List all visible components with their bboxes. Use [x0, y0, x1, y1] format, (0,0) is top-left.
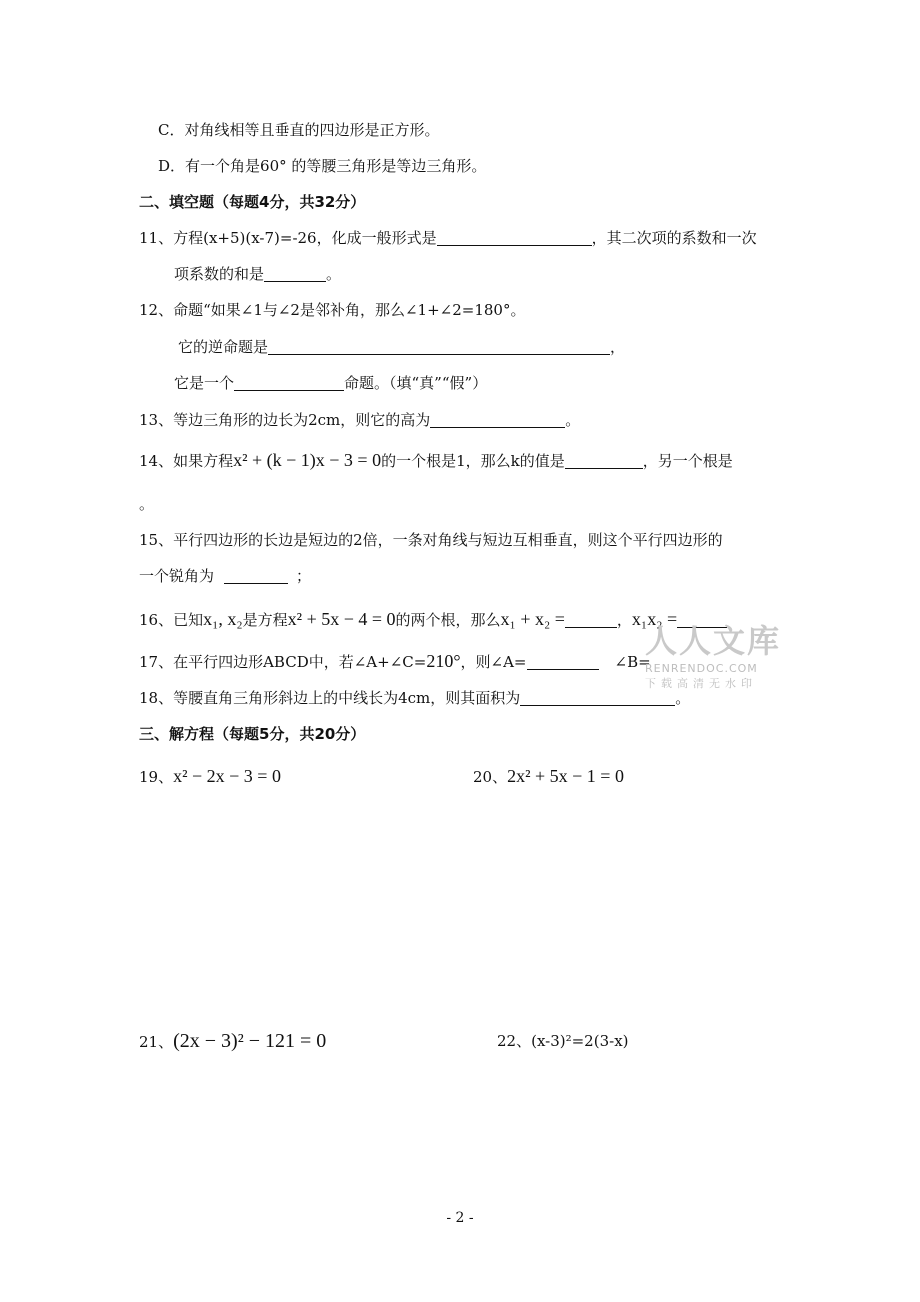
q16-text-a: 16、已知 — [139, 611, 204, 629]
question-21 — [139, 1031, 326, 1052]
question-15-line-2 — [139, 566, 311, 586]
option-d: D．有一个角是60° 的等腰三角形是等边三角形。 — [158, 157, 487, 175]
q16-blank-1[interactable] — [565, 611, 617, 628]
q18-text-b: 。 — [675, 689, 691, 707]
q14-text-a: 14、如果方程 — [139, 452, 234, 470]
q18-blank[interactable] — [520, 689, 675, 706]
question-11-line-2 — [174, 264, 341, 284]
q16-text-b: 是方程 — [242, 611, 288, 629]
q15-text-c: ； — [296, 567, 312, 585]
q11-text-d: 。 — [326, 265, 342, 283]
q14-text-c: ，另一个根是 — [642, 452, 733, 470]
watermark-url: RENRENDOC.COM — [645, 662, 758, 675]
q16-vars: x₁, x₂ — [203, 609, 243, 629]
question-18 — [139, 688, 690, 708]
q12-text-d: 它是一个 — [174, 374, 235, 392]
q17-text-b: ，则∠A= — [460, 653, 527, 671]
q12-blank-1[interactable] — [268, 338, 610, 355]
watermark-logo-text: 人人文库 — [645, 622, 782, 660]
page-number: - 2 - — [446, 1210, 474, 1226]
q12-blank-2[interactable] — [234, 374, 344, 391]
question-11-line-1 — [139, 228, 757, 248]
question-20 — [473, 766, 624, 787]
watermark-subtext: 下载高清无水印 — [645, 677, 757, 690]
question-14-end: 。 — [139, 495, 155, 513]
question-13 — [139, 410, 580, 430]
q14-blank[interactable] — [565, 452, 643, 469]
question-12-line-1: 12、命题“如果∠1与∠2是邻补角，那么∠1+∠2=180°。 — [139, 301, 526, 319]
q20-equation: 2x² + 5x − 1 = 0 — [507, 766, 624, 786]
q11-text-a: 11、方程(x+5)(x-7)=-26，化成一般形式是 — [139, 229, 437, 247]
q15-blank[interactable] — [224, 567, 288, 584]
q14-text-b: 的一个根是1，那么k的值是 — [381, 452, 565, 470]
question-14 — [139, 450, 733, 471]
q12-text-e: 命题。（填“真”“假”） — [344, 374, 488, 392]
q19-number: 19、 — [139, 768, 174, 786]
q16-sum: x₁ + x₂ = — [500, 609, 565, 629]
watermark — [645, 616, 785, 691]
question-12-line-2 — [178, 337, 625, 357]
q16-product: x₁x₂ = — [631, 609, 678, 629]
q13-text-b: 。 — [565, 411, 581, 429]
q17-text-c: ∠B= — [614, 653, 651, 671]
q13-blank[interactable] — [430, 411, 565, 428]
q11-blank-1[interactable] — [437, 229, 592, 246]
question-15-line-1: 15、平行四边形的长边是短边的2倍，一条对角线与短边互相垂直，则这个平行四边形的 — [139, 531, 723, 549]
q13-text-a: 13、等边三角形的边长为2cm，则它的高为 — [139, 411, 431, 429]
q17-text-a: 17、在平行四边形ABCD中，若∠A+∠C= — [139, 653, 427, 671]
q21-number: 21、 — [139, 1033, 174, 1051]
question-12-line-3 — [174, 373, 487, 393]
question-19 — [139, 766, 281, 787]
q11-text-b: ，其二次项的系数和一次 — [591, 229, 757, 247]
q21-equation: (2x − 3)² − 121 = 0 — [173, 1030, 327, 1052]
q16-comma: ， — [616, 611, 632, 629]
q12-text-b: 它的逆命题是 — [178, 338, 269, 356]
q18-text-a: 18、等腰直角三角形斜边上的中线长为4cm，则其面积为 — [139, 689, 521, 707]
q14-equation: x² + (k − 1)x − 3 = 0 — [233, 450, 382, 470]
q16-text-c: 的两个根，那么 — [395, 611, 501, 629]
question-22: 22、(x-3)²=2(3-x) — [497, 1032, 629, 1050]
question-17 — [139, 651, 651, 672]
option-c: C．对角线相等且垂直的四边形是正方形。 — [158, 121, 440, 139]
q11-blank-2[interactable] — [264, 265, 326, 282]
q17-blank-1[interactable] — [527, 653, 599, 670]
q16-equation: x² + 5x − 4 = 0 — [287, 609, 396, 629]
q15-text-b: 一个锐角为 — [139, 567, 215, 585]
section-2-heading: 二、填空题（每题4分，共32分） — [139, 193, 366, 211]
question-16 — [139, 609, 727, 630]
q11-text-c: 项系数的和是 — [174, 265, 265, 283]
q19-equation: x² − 2x − 3 = 0 — [173, 766, 281, 786]
section-3-heading: 三、解方程（每题5分，共20分） — [139, 725, 366, 743]
q20-number: 20、 — [473, 768, 508, 786]
q12-text-c: ， — [610, 338, 626, 356]
q17-value: 210° — [426, 651, 461, 671]
